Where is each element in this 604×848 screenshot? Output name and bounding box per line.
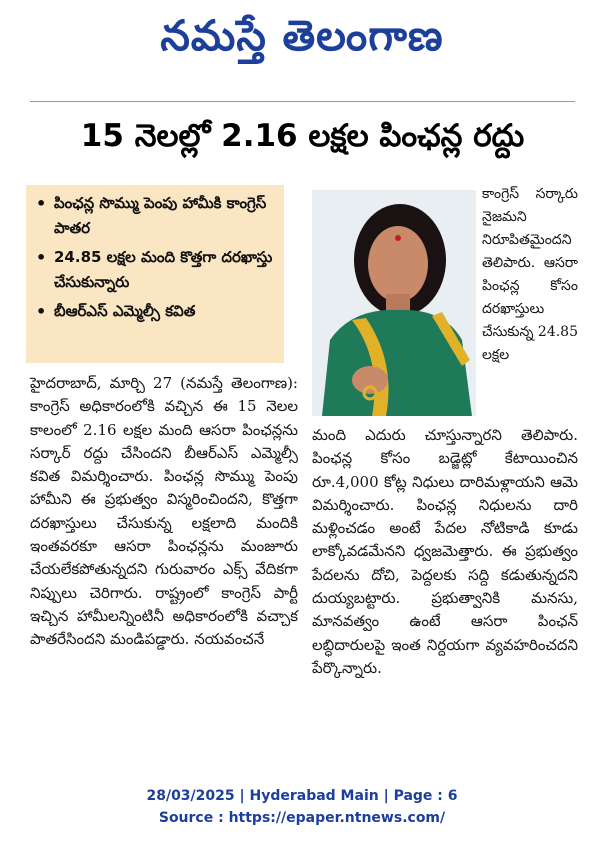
footer-date-edition: 28/03/2025 | Hyderabad Main | Page : 6 (146, 788, 458, 804)
article-body-left: హైదరాబాద్, మార్చి 27 (నమస్తే తెలంగాణ): కాంగ్రెస్ అధికారంలోకి వచ్చిన ఈ 15 నెలల కాలంలో 2.16 లక్షల మంది ఆసరా పింఛన్లను సర్కార్ రద్దు చేసిందని బీఆర్ఎస్ ఎమ్మెల్సీ కవిత విమర్శించారు. పింఛన్ల సొమ్ము పెంపు హామీని ఈ ప్రభుత్వం విస్మరించిందని, కొత్తగా దరఖాస్తులు చేసుకున్న లక్షలాది మందికి ఇంతవరకూ ఆసరా పింఛన్లను మంజూరు చేయలేకపోతున్నదని గురువారం ఎక్స్ వేదికగా నిప్పులు చెరిగారు. రాష్ట్రంలో కాంగ్రెస్ పార్టీ ఇచ్చిన హామీలన్నింటినీ అధికారంలోకి వచ్చాక పాతరేసిందని మండిపడ్డారు. నయవంచనే (30, 374, 298, 649)
summary-box (26, 185, 284, 363)
footer-source[interactable]: Source : https://epaper.ntnews.com/ (158, 810, 446, 826)
summary-point-3: • బీఆర్ఎస్ ఎమ్మెల్సీ కవిత (32, 299, 278, 324)
bullet-icon: • (36, 194, 47, 213)
article-headline: 15 నెలల్లో 2.16 లక్షల పింఛన్ల రద్దు (80, 118, 525, 154)
newspaper-masthead: నమస్తే తెలంగాణ (160, 11, 444, 60)
bullet-icon: • (36, 248, 47, 267)
article-photo (312, 190, 476, 416)
article-body-right-top: కాంగ్రెస్ సర్కారు నైజమని నిరూపితమైందని తెలిపారు. ఆసరా పింఛన్ల కోసం దరఖాస్తులు చేసుకున్న 24.85 లక్షల (482, 186, 578, 363)
article-body-right: మంది ఎదురు చూస్తున్నారని తెలిపారు. పింఛన్ల కోసం బడ్జెట్లో కేటాయించిన రూ.4,000 కోట్ల నిధులు దారిమళ్లాయని ఆమె విమర్శించారు. పింఛన్ల నిధులను దారి మళ్లించడం అంటే పేదల నోటికాడి కూడు లాక్కోవడమేనని ధ్వజమెత్తారు. ఈ ప్రభుత్వం పేదలను దోచి, పెద్దలకు సద్ది కడుతున్నదని దుయ్యబట్టారు. ప్రభుత్వానికి మనసు, మానవత్వం ఉంటే ఆసరా పింఛన్ లబ్ధిదారులపై ఇంత నిర్దయగా వ్యవహరించదని పేర్కొన్నారు. (312, 426, 578, 677)
summary-point-1: • పింఛన్ల సొమ్ము పెంపు హామీకి కాంగ్రెస్ పాతర (32, 191, 278, 241)
bullet-icon: • (36, 302, 47, 321)
masthead-divider (30, 101, 575, 102)
summary-point-2: • 24.85 లక్షల మంది కొత్తగా దరఖాస్తు చేసుకున్నారు (32, 245, 278, 295)
portrait-illustration (312, 190, 476, 416)
